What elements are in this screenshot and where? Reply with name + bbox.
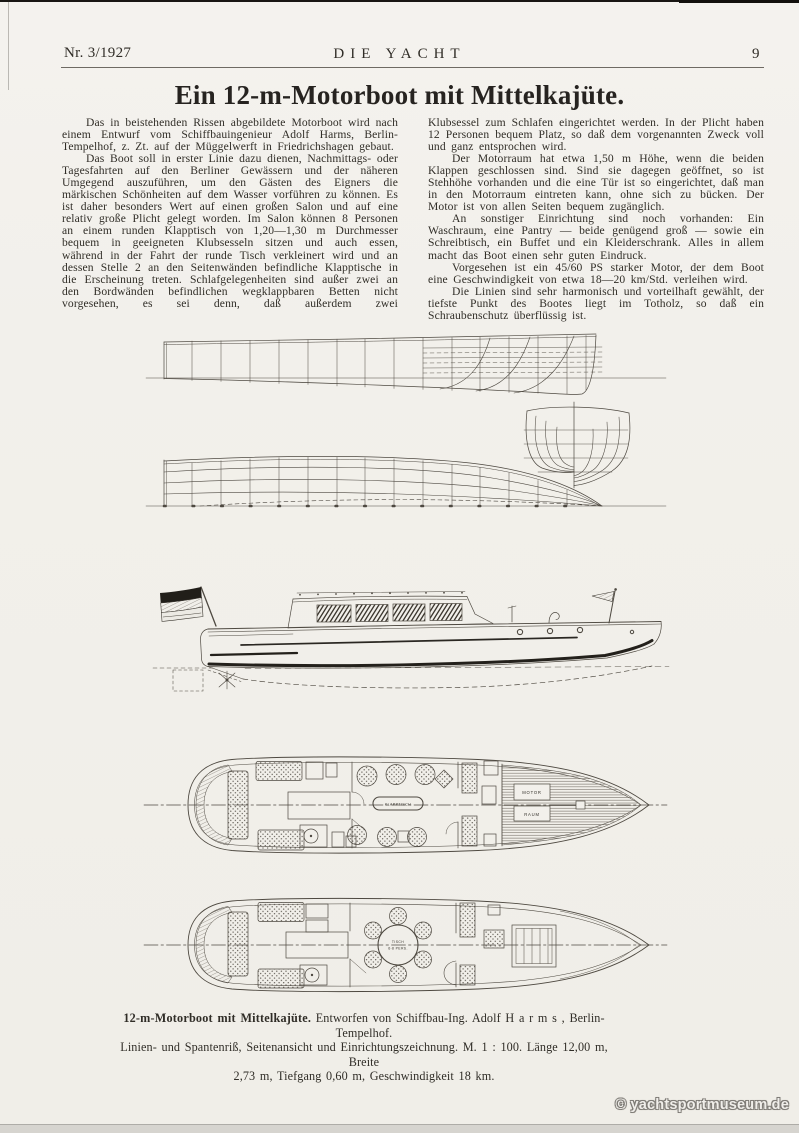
- paragraph: Der Motorraum hat etwa 1,50 m Höhe, wenn die beiden Klappen geschlossen sind. Sind sie dagegen geöffnet, so ist Stehhöhe vorhanden und die eine Tür ist so eingerichtet, daß man in den Motorraum eintreten kann, ohne sich zu bücken. Der Motor ist von allen Seiten bequem zugänglich.: [428, 152, 764, 214]
- salon-furniture: [348, 765, 454, 847]
- side-view-drawing: [145, 584, 670, 702]
- cabin: [288, 592, 493, 629]
- motor-label: MOTOR: [522, 790, 542, 795]
- caption-line-2: Linien- und Spantenriß, Seitenansicht und Einrichtungszeichnung. M. 1 : 100. Länge 12,00 m, Breite: [120, 1040, 608, 1069]
- underwater-profile: [153, 666, 669, 691]
- forward-cabin: [460, 903, 556, 985]
- issue-label: Nr. 3/1927: [64, 45, 132, 61]
- sheer-plan: [146, 334, 666, 394]
- watermark: © yachtsportmuseum.de: [615, 1097, 789, 1113]
- raum-label: RAUM: [524, 812, 540, 817]
- lines-plan-drawing: [140, 332, 670, 534]
- stern-cockpit: [196, 762, 356, 851]
- pers-label: 6-8 PERS.: [388, 946, 408, 951]
- article-title: Ein 12-m-Motorboot mit Mittelkajüte.: [174, 80, 625, 110]
- companionway-ladder: [512, 925, 556, 967]
- klapptisch-label: KLAPPTISCH: [384, 802, 412, 807]
- hull-profile: [201, 622, 662, 669]
- article-right-column: [428, 117, 764, 322]
- article-left-column: [62, 117, 398, 310]
- caption-line-1-rest: Entworfen von Schiffbau-Ing. Adolf H a r m s , Berlin-Tempelhof.: [311, 1011, 605, 1040]
- paragraph: Vorgesehen ist ein 45/60 PS starker Motor, der dem Boot eine Geschwindigkeit von etwa 18—20 km/Std. verleihen wird.: [428, 260, 764, 286]
- stern-flag: [160, 587, 216, 626]
- portholes: [517, 627, 633, 634]
- tisch-label: TISCH: [391, 940, 405, 944]
- paragraph: Die Linien sind sehr harmonisch und vorteilhaft gewählt, der tiefste Punkt des Bootes liegt im Totholz, so daß ein Schraubenschutz überflüssig ist.: [428, 284, 764, 322]
- figure-caption: [118, 1011, 610, 1084]
- motor-room: [502, 764, 641, 846]
- caption-line-1: [118, 1011, 610, 1040]
- paragraph: Klubsessel zum Schlafen eingerichtet werden. In der Plicht haben 12 Personen bequem Platz, so daß dem vorgenannten Zweck voll und ganz entsprochen wird.: [428, 116, 764, 154]
- deck-plan-lower-drawing: [140, 885, 670, 1007]
- header-rule: [61, 67, 764, 68]
- caption-bold-lead: 12-m-Motorboot mit Mittelkajüte.: [123, 1011, 312, 1025]
- caption-line-3: 2,73 m, Tiefgang 0,60 m, Geschwindigkeit 18 km.: [233, 1069, 495, 1084]
- deck-plan-upper-drawing: [140, 748, 670, 883]
- scan-left-edge: [8, 0, 9, 90]
- magazine-title: DIE YACHT: [333, 46, 466, 62]
- page-number: 9: [752, 46, 760, 62]
- deck-fittings: [508, 606, 559, 623]
- paragraph: An sonstiger Einrichtung sind noch vorhanden: Ein Waschraum, eine Pantry — beide genügend groß — sowie ein Schreibtisch, ein Buffet und ein Kleiderschrank. Alles in allem macht das Boot einen sehr guten Eindruck.: [428, 212, 764, 262]
- pantry-washroom: [462, 761, 498, 846]
- scan-top-edge-right: [679, 0, 799, 3]
- paragraph: Das in beistehenden Rissen abgebildete Motorboot wird nach einem Entwurf vom Schiffbauingenieur Adolf Harms, Berlin-Tempelhof, z. Zt. auf der Müggelwerft in Friedrichshagen gebaut.: [62, 116, 398, 154]
- paragraph: Das Boot soll in erster Linie dazu dienen, Nachmittags- oder Tagesfahrten auf den Berliner Gewässern und der näheren Umgegend auszuführen, um den Gästen des Eigners die märkischen Schönheiten auf dem Wasser vorführen zu können. Es ist daher besonders Wert auf einen großen Salon und auf eine relativ große Plicht gelegt worden. Im Salon können 8 Personen an einem runden Klapptisch von 1,20—1,30 m Durchmesser bequem in geeigneten Klubsesseln sitzen und auch essen, während in der Fahrt der runde Tisch verkleinert wird und an dessen Stelle 2 an den Seitenwänden befindliche Klapptische in die Erscheinung treten. Schlafgelegenheiten sind außer zwei an den Bordwänden befindlichen wegklappbaren Betten nicht vorgesehen, es sei denn, daß außerdem zwei: [62, 152, 398, 310]
- scan-bottom-edge: [0, 1124, 799, 1133]
- cabin-windows: [317, 604, 462, 623]
- body-plan: [524, 402, 630, 488]
- bow-pennant: [592, 588, 617, 623]
